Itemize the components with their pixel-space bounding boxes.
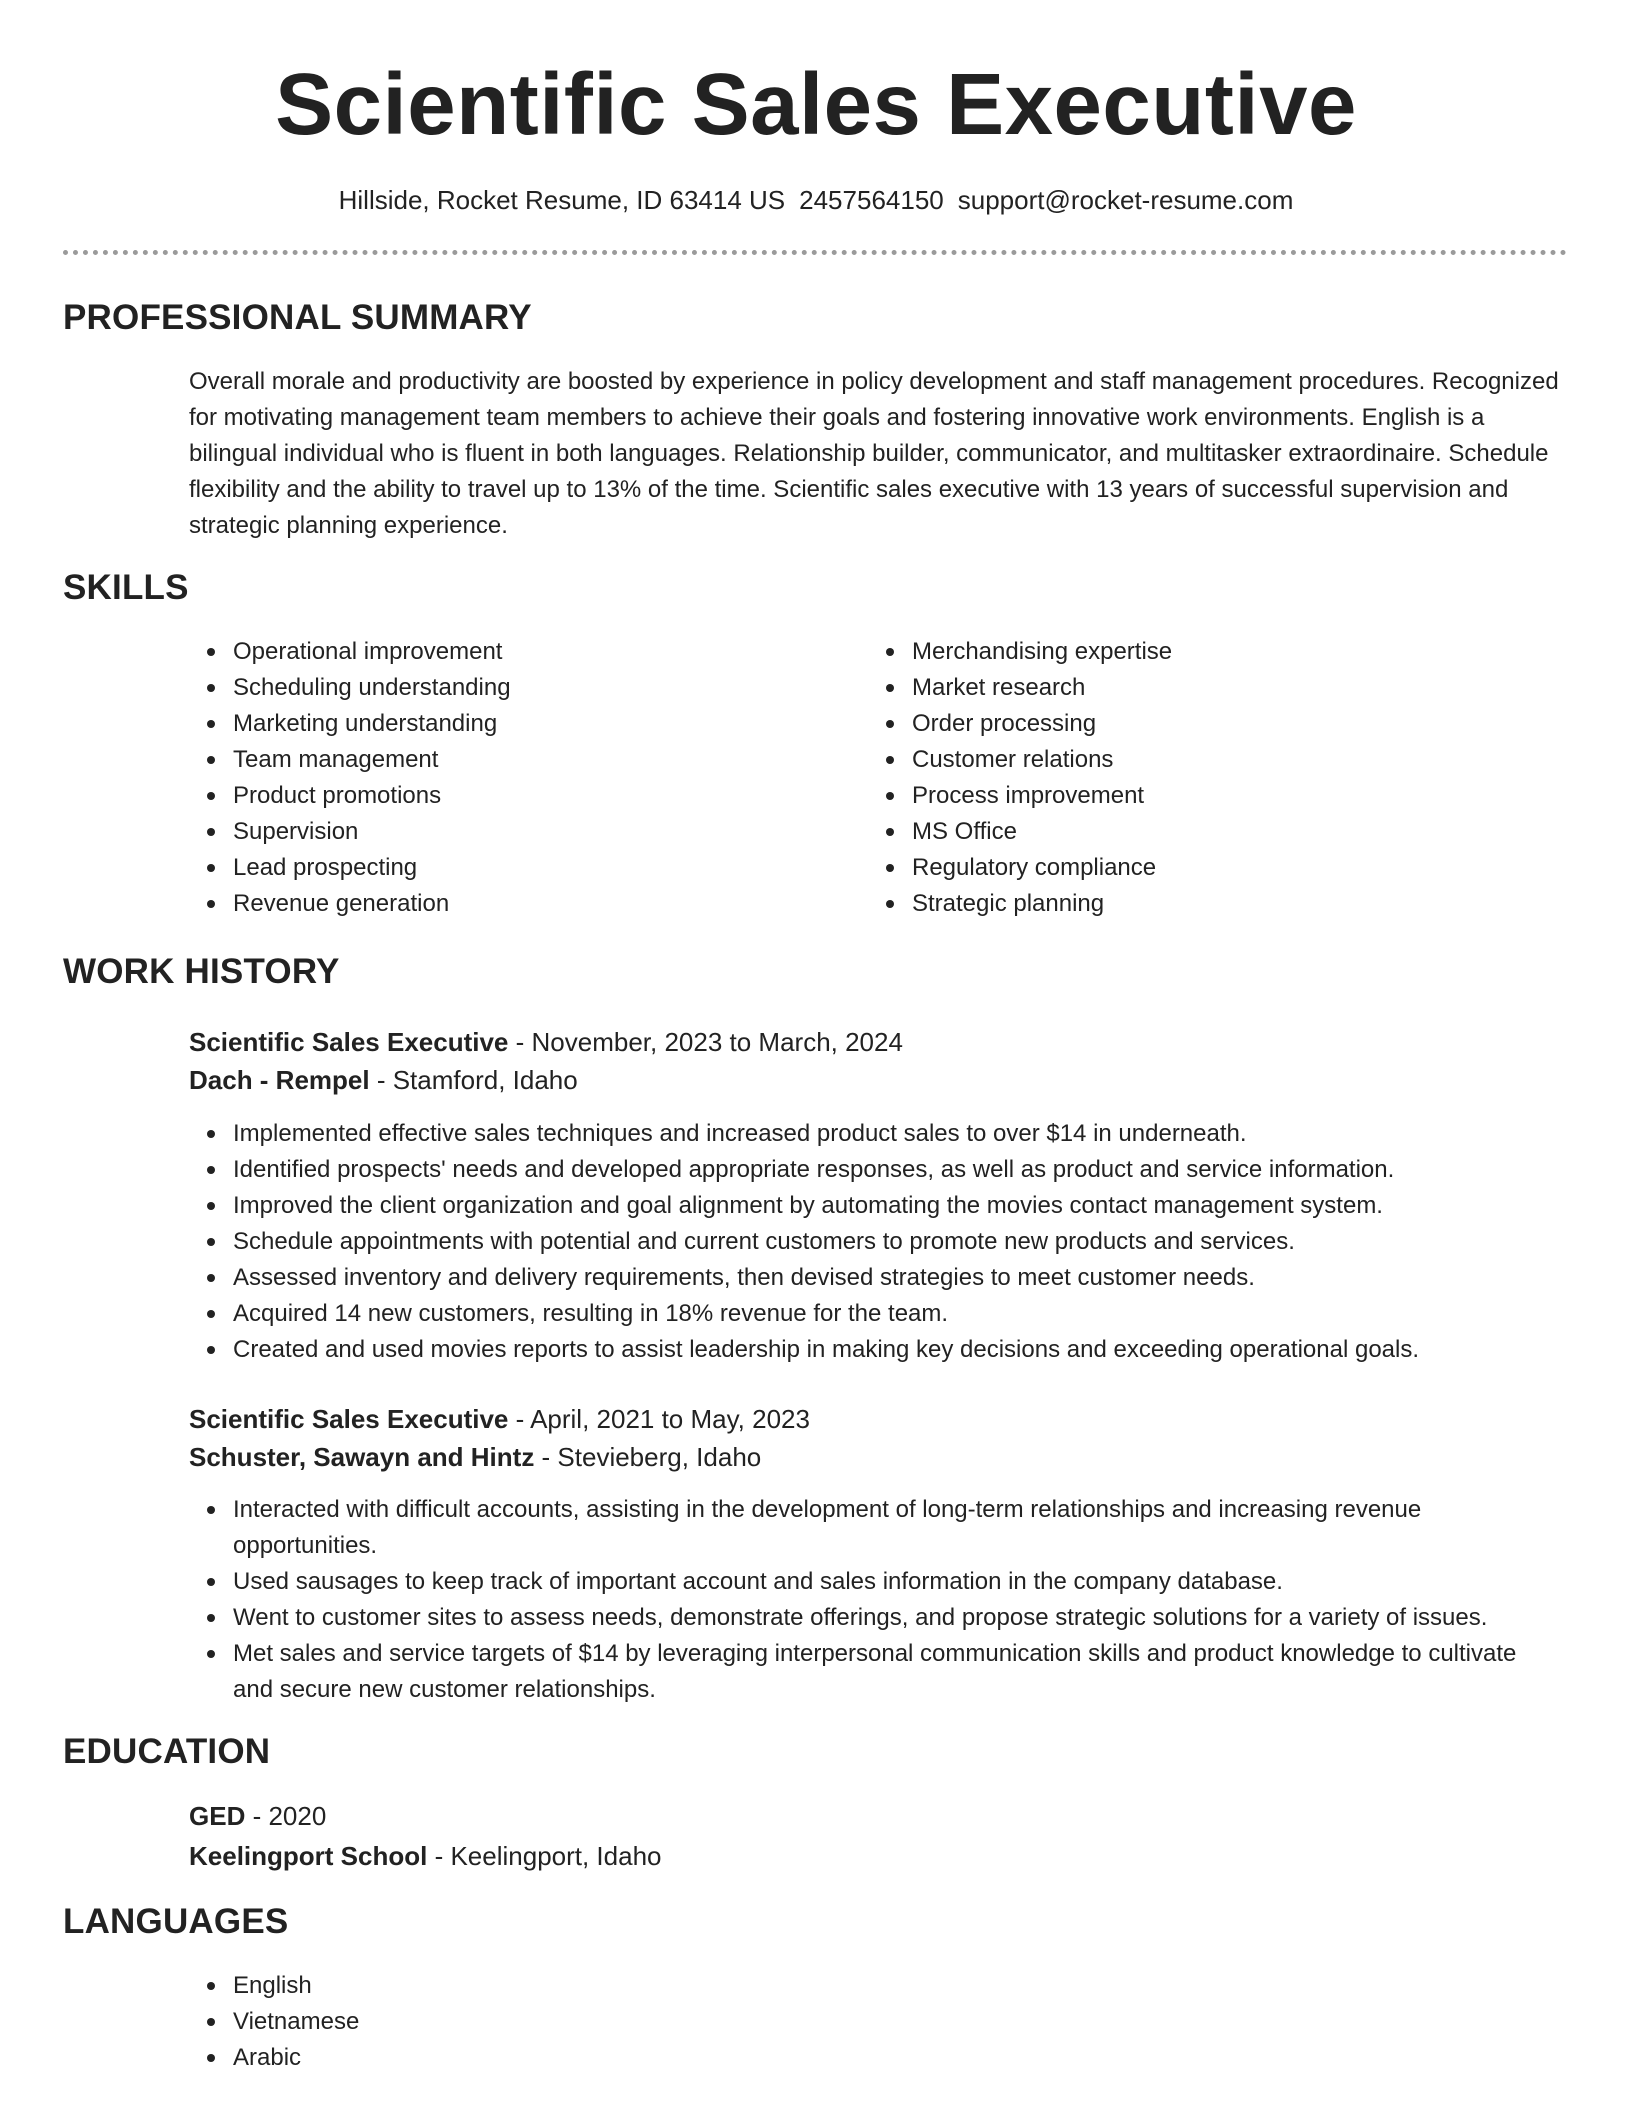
bullet-icon [207,1506,215,1514]
section-title-work: WORK HISTORY [63,952,340,991]
job-bullet-text: Identified prospects' needs and developed appropriate responses, as well as product and service information. [233,1156,1395,1183]
language-label: English [233,1972,312,1999]
job-bullet [189,1492,1539,1564]
skill-label: Operational improvement [233,638,503,665]
language-item [189,1968,789,2004]
job-bullet [189,1116,1579,1152]
contact-address: Hillside, Rocket Resume, ID 63414 US [338,185,786,215]
contact-phone: 2457564150 [799,185,944,215]
bullet-icon [886,648,894,656]
bullet-icon [207,1274,215,1282]
job-dates: April, 2021 to May, 2023 [530,1404,810,1434]
job-bullet-text: Went to customer sites to assess needs, demonstrate offerings, and propose strategic solutions for a variety of issues. [233,1604,1488,1631]
bullet-icon [207,1982,215,1990]
skill-item [189,778,829,814]
bullet-icon [207,1238,215,1246]
skill-item [189,670,829,706]
job-company-line [189,1061,578,1099]
section-title-skills: SKILLS [63,568,189,607]
summary-text: Overall morale and productivity are boosted by experience in policy development and staff management procedures. Recognized for motivating management team members to achieve their goals and fostering innovative work environments. English is a bilingual individual who is fluent in both languages. Relationship builder, communicator, and multitasker extraordinaire. Schedule flexibility and the ability to travel up to 13% of the time. Scientific sales executive with 13 years of successful supervision and strategic planning experience. [189,368,1559,539]
skill-label: Market research [912,674,1086,701]
job-bullet-text: Met sales and service targets of $14 by leveraging interpersonal communication skills and product knowledge to cultivate and secure new customer relationships. [233,1640,1517,1703]
skill-label: Merchandising expertise [912,638,1173,665]
job-bullet [189,1224,1579,1260]
skill-label: Team management [233,746,439,773]
bullet-icon [886,684,894,692]
skill-item [189,814,829,850]
bullet-icon [207,756,215,764]
job-bullet [189,1188,1579,1224]
language-item [189,2040,789,2076]
bullet-icon [207,828,215,836]
skill-label: Scheduling understanding [233,674,511,701]
job-bullet [189,1296,1579,1332]
skill-item [189,886,829,922]
job-title-line [189,1400,810,1438]
skill-label: Order processing [912,710,1097,737]
header-divider [63,250,1567,255]
skill-label: Supervision [233,818,359,845]
job-bullet-text: Assessed inventory and delivery requirements, then devised strategies to meet customer needs. [233,1264,1255,1291]
job-bullet-text: Acquired 14 new customers, resulting in 18% revenue for the team. [233,1300,949,1327]
education-degree: GED [189,1801,246,1831]
bullet-icon [207,1202,215,1210]
skill-label: Strategic planning [912,890,1105,917]
skill-item [189,850,829,886]
job-bullet [189,1600,1539,1636]
bullet-icon [207,1130,215,1138]
bullet-icon [207,2018,215,2026]
skill-item [868,634,1508,670]
job-bullet-text: Created and used movies reports to assist leadership in making key decisions and exceeding operational goals. [233,1336,1420,1363]
skill-item [868,706,1508,742]
language-label: Vietnamese [233,2008,360,2035]
job-dates: November, 2023 to March, 2024 [531,1027,903,1057]
job-company: Schuster, Sawayn and Hintz [189,1442,535,1472]
skill-label: Revenue generation [233,890,450,917]
section-title-languages: LANGUAGES [63,1902,289,1941]
separator: - [508,1027,532,1057]
skill-label: MS Office [912,818,1017,845]
job-bullet-text: Interacted with difficult accounts, assisting in the development of long-term relationships and increasing revenue opportunities. [233,1496,1422,1559]
education-location: Keelingport, Idaho [450,1841,662,1871]
job-bullet [189,1260,1579,1296]
languages-list [189,1968,789,2076]
separator: - [534,1442,558,1472]
resume-name: Scientific Sales Executive [275,56,1357,153]
bullet-icon [886,720,894,728]
skill-label: Marketing understanding [233,710,498,737]
job-bullet-text: Schedule appointments with potential and current customers to promote new products and services. [233,1228,1295,1255]
skill-item [189,634,829,670]
job-bullets [189,1492,1539,1708]
education-degree-line [189,1797,326,1835]
skills-list-left [189,634,829,922]
language-item [189,2004,789,2040]
job-company: Dach - Rempel [189,1065,370,1095]
language-label: Arabic [233,2044,302,2071]
job-company-line [189,1438,761,1476]
job-title-line [189,1023,903,1061]
skills-list-right [868,634,1508,922]
job-bullet [189,1332,1579,1368]
bullet-icon [207,648,215,656]
skill-item [868,850,1508,886]
bullet-icon [207,792,215,800]
bullet-icon [886,900,894,908]
job-role: Scientific Sales Executive [189,1027,509,1057]
skill-item [868,742,1508,778]
education-school-line [189,1837,662,1875]
skill-label: Product promotions [233,782,442,809]
job-bullet [189,1564,1539,1600]
job-bullet-text: Improved the client organization and goal alignment by automating the movies contact management system. [233,1192,1383,1219]
skill-label: Process improvement [912,782,1145,809]
job-bullet [189,1636,1539,1708]
job-bullet-text: Implemented effective sales techniques and increased product sales to over $14 in underneath. [233,1120,1247,1147]
skill-item [868,778,1508,814]
skill-item [189,706,829,742]
bullet-icon [207,2054,215,2062]
bullet-icon [207,720,215,728]
bullet-icon [207,864,215,872]
section-title-summary: PROFESSIONAL SUMMARY [63,298,532,337]
separator: - [508,1404,531,1434]
separator: - [369,1065,393,1095]
job-bullet [189,1152,1579,1188]
bullet-icon [207,1310,215,1318]
skill-item [189,742,829,778]
bullet-icon [207,1578,215,1586]
job-bullet-text: Used sausages to keep track of important account and sales information in the company database. [233,1568,1283,1595]
skill-label: Regulatory compliance [912,854,1157,881]
skill-label: Customer relations [912,746,1114,773]
job-role: Scientific Sales Executive [189,1404,509,1434]
bullet-icon [207,1650,215,1658]
separator: - [427,1841,451,1871]
job-location: Stamford, Idaho [392,1065,578,1095]
bullet-icon [207,1166,215,1174]
section-title-education: EDUCATION [63,1732,271,1771]
education-year: 2020 [268,1801,327,1831]
bullet-icon [207,1346,215,1354]
bullet-icon [886,756,894,764]
job-bullets [189,1116,1579,1368]
bullet-icon [886,792,894,800]
separator: - [245,1801,269,1831]
contact-email: support@rocket-resume.com [957,185,1294,215]
bullet-icon [207,900,215,908]
bullet-icon [207,1614,215,1622]
bullet-icon [207,684,215,692]
skill-item [868,814,1508,850]
skill-item [868,670,1508,706]
skill-label: Lead prospecting [233,854,418,881]
skill-item [868,886,1508,922]
bullet-icon [886,828,894,836]
job-location: Stevieberg, Idaho [557,1442,762,1472]
contact-line [0,180,1632,220]
education-school: Keelingport School [189,1841,428,1871]
bullet-icon [886,864,894,872]
